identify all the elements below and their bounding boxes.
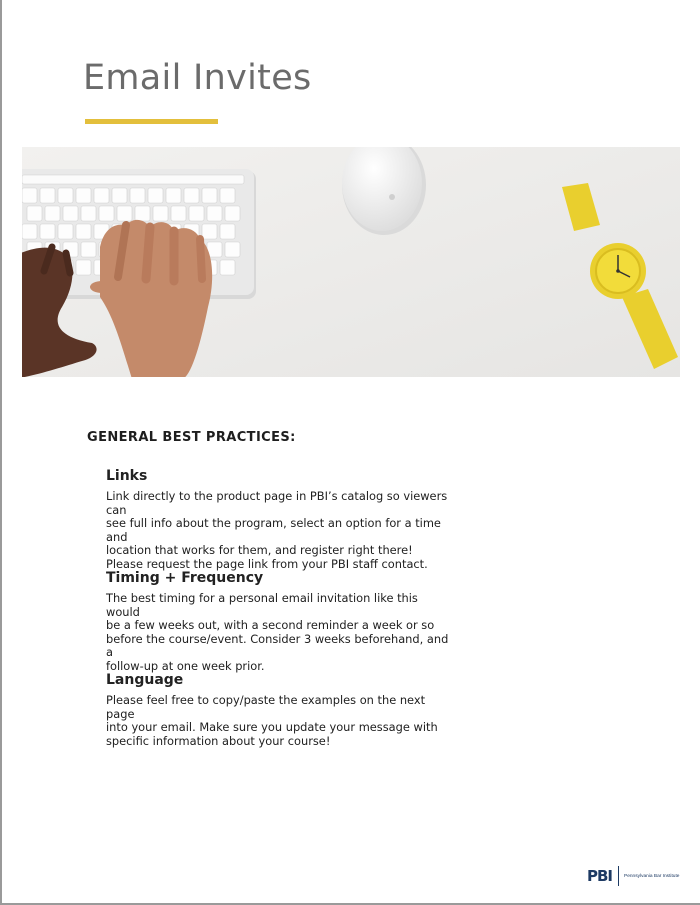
practice-body: Please feel free to copy/paste the examples on the next page into your email. Make sure you update your message with specific information about your course! xyxy=(106,693,438,748)
title-underline xyxy=(85,119,218,124)
practice-links xyxy=(106,468,451,572)
logo-mark: PBI xyxy=(587,867,613,885)
practice-heading: Links xyxy=(106,468,148,484)
practice-heading: Timing + Frequency xyxy=(106,570,264,586)
logo-text: Pennsylvania Bar Institute xyxy=(624,873,680,879)
practice-language xyxy=(106,672,451,748)
hero-image xyxy=(22,147,680,377)
practice-body: Link directly to the product page in PBI’s catalog so viewers can see full info about the program, select an option for a time and location that works for them, and register right there! Please request the page link from your PBI staff contact. xyxy=(106,489,448,571)
pbi-logo xyxy=(587,866,679,886)
page-border xyxy=(0,0,2,905)
practice-heading: Language xyxy=(106,672,184,688)
page-title: Email Invites xyxy=(83,58,312,98)
practice-timing-frequency xyxy=(106,570,451,674)
logo-divider xyxy=(618,866,619,886)
practice-body: The best timing for a personal email invitation like this would be a few weeks out, with a second reminder a week or so before the course/event. Consider 3 weeks beforehand, and a follow-up at one week prior. xyxy=(106,591,449,673)
section-heading: GENERAL BEST PRACTICES: xyxy=(87,430,296,445)
